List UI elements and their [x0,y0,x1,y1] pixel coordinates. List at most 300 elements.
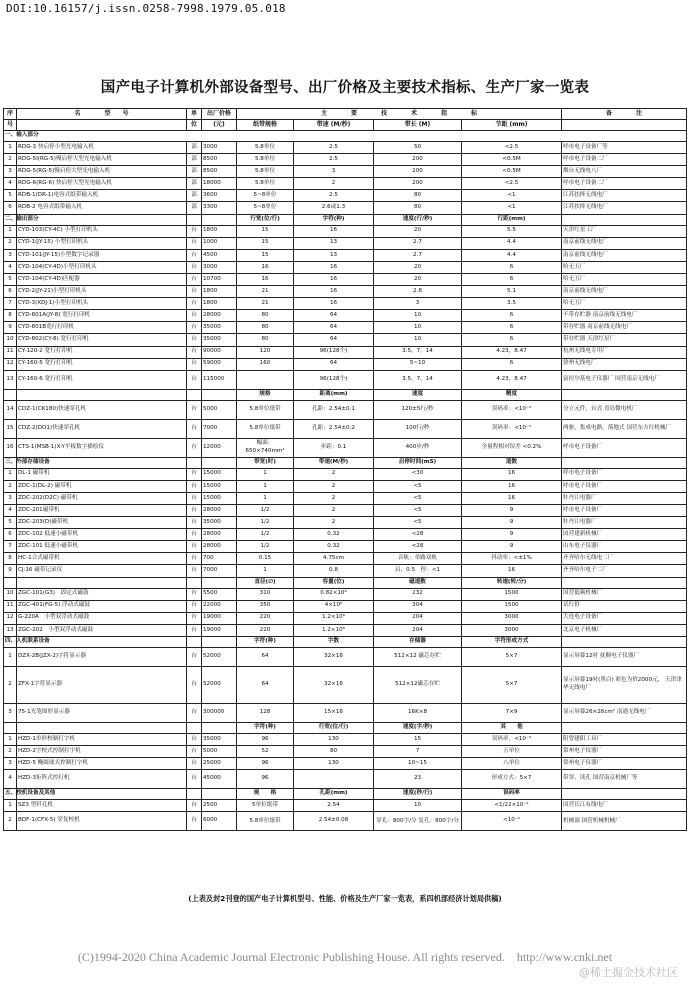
row-spec-2 [294,770,374,789]
row-spec-4: 16 [462,492,562,504]
row-spec-1: 220 [237,624,294,636]
row-seq: 6 [4,202,17,214]
row-unit: 台 [187,666,202,703]
row-unit [187,457,202,468]
row-unit: 台 [187,812,202,831]
row-seq: 1 [4,142,17,154]
row-remarks: 牡丹江电器厂 [562,517,687,529]
row-remarks: 大连电子设备厂 [562,612,687,624]
row-spec-3: 3.5，7，14 [374,370,462,389]
row-spec-1: 120 [237,346,294,358]
subheader-row [4,577,687,588]
row-spec-1: 52 [237,746,294,758]
row-price: 15000 [202,468,237,480]
row-price: 19000 [202,612,237,624]
row-spec-2: 130 [294,733,374,745]
row-unit: 台 [187,624,202,636]
table-row [4,746,687,758]
row-unit: 台 [187,553,202,565]
row-seq: 12 [4,358,17,370]
row-spec-2: 2 [294,492,374,504]
row-spec-1: 80 [237,322,294,334]
row-spec-4: <1 [462,202,562,214]
row-model: CYD-801B宽行打印机 [17,322,187,334]
subheader-row [4,214,687,225]
row-spec-3: 80 [374,202,462,214]
row-spec-3: 400步/秒 [374,438,462,457]
row-price: 5000 [202,746,237,758]
row-spec-4: 9 [462,517,562,529]
row-price: 3000 [202,142,237,154]
row-remarks: 呼市电子设备厂 [562,468,687,480]
row-spec-2: 步距：0.1 [294,438,374,457]
row-price: 1000 [202,237,237,249]
table-row [4,400,687,419]
table-row [4,517,687,529]
row-seq: 4 [4,504,17,516]
row-spec-4: 转速(转/分) [462,577,562,588]
row-spec-3: 穿孔：800字/分 复孔：800字/分 [374,812,462,831]
table-row [4,225,687,237]
row-unit: 台 [187,468,202,480]
row-price: 1800 [202,225,237,237]
row-model: BDF-1(CFX-5) 穿复校机 [17,812,187,831]
row-model [17,722,187,733]
row-price: 28000 [202,310,237,322]
row-spec-4: 5.5 [462,225,562,237]
table-row [4,346,687,358]
row-remarks: 哈无五厂 [562,298,687,310]
row-spec-1: 160 [237,358,294,370]
row-seq: 三、外部存储设备 [4,457,17,468]
header-cell: (元) [202,120,237,131]
table-row [4,480,687,492]
row-spec-4: <0.5M [462,154,562,166]
row-spec-1: 1/2 [237,541,294,553]
row-unit [187,636,202,647]
row-spec-1: 310 [237,588,294,600]
row-unit: 台 [187,237,202,249]
row-remarks: 常州电子仪器厂 [562,746,687,758]
row-unit: 部 [187,202,202,214]
row-remarks: 带存贮器 南京前线无线电厂 [562,322,687,334]
row-spec-4: 7×9 [462,703,562,722]
header-cell: 纸带规格 [237,120,294,131]
row-model: 75-1光笔图形显示器 [17,703,187,722]
row-spec-3: 存储器 [374,636,462,647]
row-spec-3: 512×12 磁芯存贮 [374,647,462,666]
row-price: 28000 [202,504,237,516]
row-spec-1: 128 [237,703,294,722]
row-spec-2: 130 [294,758,374,770]
row-seq: 13 [4,624,17,636]
table-row [4,529,687,541]
row-spec-2: 2 [294,480,374,492]
row-seq: 2 [4,154,17,166]
row-spec-1: 直径(∅) [237,577,294,588]
row-spec-3: 232 [374,588,462,600]
row-spec-2: 距离(mm) [294,389,374,400]
row-spec-1: 21 [237,286,294,298]
row-model: CTS-1(MSB-1)X-Y平板数字描绘仪 [17,438,187,457]
row-seq: 1 [4,225,17,237]
page-title: 国产电子计算机外部设备型号、出厂价格及主要技术指标、生产厂家一览表 [100,80,590,96]
row-seq: 2 [4,812,17,831]
table-row [4,553,687,565]
section-label: 一、输入部分 [4,131,687,142]
row-spec-3: 启停时间(mS) [374,457,462,468]
footnote: (上表及封2刊登的国产电子计算机型号、性能、价格及生产厂家一览表，系四机部经济计划局供稿) [188,894,502,903]
row-spec-2: 2.54 [294,800,374,812]
header-cell [562,120,687,131]
row-seq: 5 [4,273,17,285]
row-model: RDB-2 电容式纸带输入机 [17,202,187,214]
table-row [4,261,687,273]
row-spec-2: 行宽(位/行) [294,722,374,733]
row-spec-2: 96(128个) [294,370,374,389]
row-unit: 台 [187,400,202,419]
row-spec-2: 2.6或1.3 [294,202,374,214]
row-remarks: 齐齐哈尔电子二厂 [562,565,687,577]
row-remarks: 呼市电子设备厂 [562,480,687,492]
header-seq: 序 [4,109,17,120]
row-unit: 台 [187,322,202,334]
row-spec-4: 五单位 [462,746,562,758]
row-price: 59000 [202,358,237,370]
row-spec-2: 0.32 [294,529,374,541]
row-spec-2: 2 [294,178,374,190]
row-spec-3: 2.7 [374,249,462,261]
row-unit: 台 [187,770,202,789]
row-spec-4: <2.5 [462,142,562,154]
row-spec-2: 4.75cm [294,553,374,565]
row-unit [187,214,202,225]
row-price: 22000 [202,600,237,612]
row-seq: 15 [4,419,17,438]
row-price: 15000 [202,492,237,504]
row-unit: 部 [187,142,202,154]
row-unit: 台 [187,438,202,457]
row-spec-4: 6 [462,310,562,322]
row-spec-1: 15 [237,249,294,261]
row-seq: 2 [4,480,17,492]
row-spec-3: 3 [374,298,462,310]
row-unit: 台 [187,358,202,370]
table-row [4,770,687,789]
row-spec-1: 5单位纸带 [237,800,294,812]
subheader-row [4,722,687,733]
row-spec-2: 孔距：2.54±0.1 [294,400,374,419]
header-cell: 带速 (M/秒) [294,120,374,131]
row-remarks [562,789,687,800]
row-price: 12000 [202,438,237,457]
row-spec-2: 1.2×10⁶ [294,612,374,624]
row-spec-1: 15 [237,225,294,237]
row-seq: 4 [4,770,17,789]
table-header-row-2 [4,120,687,131]
row-spec-2: 容量(位) [294,577,374,588]
row-spec-4: 抖动率：<±1% [462,553,562,565]
row-model: ZDC-102 低速小磁带机 [17,529,187,541]
row-seq [4,389,17,400]
row-spec-2: 64 [294,334,374,346]
row-unit: 台 [187,492,202,504]
row-unit: 台 [187,746,202,758]
row-price: 7000 [202,419,237,438]
row-model: RDB-1(DR-1)电容式纸带输入机 [17,190,187,202]
row-spec-3: <28 [374,541,462,553]
row-price: 15000 [202,480,237,492]
row-model: CY-120-2 宽行打印机 [17,346,187,358]
row-remarks: 显示屏幕19吋(黑白) 彩色为价2000元， 天津津华无线电厂 [562,666,687,703]
row-price: 52000 [202,666,237,703]
row-spec-3: 磁道数 [374,577,462,588]
row-model: ZDC-202(D2C) 磁带机 [17,492,187,504]
row-price: 8500 [202,154,237,166]
row-remarks: 呼市电子设备二厂 [562,154,687,166]
row-spec-2: 32×16 [294,647,374,666]
row-unit: 台 [187,588,202,600]
table-row [4,190,687,202]
row-remarks: 阳曾建阳工具厂 [562,733,687,745]
row-model: SZ3 型纤孔机 [17,800,187,812]
row-seq: 12 [4,612,17,624]
row-model: CYD-104(CY-4D)小型打印机头 [17,261,187,273]
row-spec-4: 误码率 [462,789,562,800]
row-spec-1: 220 [237,612,294,624]
table-row [4,541,687,553]
table-row [4,733,687,745]
row-unit: 台 [187,529,202,541]
row-model: ZDC-101 低速小磁带机 [17,541,187,553]
row-seq: 8 [4,310,17,322]
row-price: 4500 [202,249,237,261]
row-remarks: 北京电子机械厂 [562,624,687,636]
row-spec-1: 96 [237,733,294,745]
row-price: 300000 [202,703,237,722]
row-unit [187,722,202,733]
row-spec-1: 带宽(时) [237,457,294,468]
row-remarks: 国营建新机械厂 [562,529,687,541]
row-unit: 台 [187,480,202,492]
table-row [4,492,687,504]
row-spec-1: 5.8单位 [237,166,294,178]
row-spec-4: 4.23，8.47 [462,346,562,358]
row-remarks: 带穿、读孔 国营南京机械厂等 [562,770,687,789]
row-spec-4: 其 他 [462,722,562,733]
row-spec-3: 200 [374,166,462,178]
row-spec-4: 6 [462,261,562,273]
row-spec-3: 音轨：单路双轨 [374,553,462,565]
table-row [4,142,687,154]
row-price [202,577,237,588]
row-remarks: 呼市电子设备厂 [562,504,687,516]
equipment-table [3,108,687,831]
row-spec-1: 21 [237,298,294,310]
row-spec-4: 6 [462,322,562,334]
row-spec-3: <5 [374,480,462,492]
row-price: 35000 [202,334,237,346]
row-spec-4: 1500 [462,600,562,612]
row-remarks: 呼市电子设备厂 [562,438,687,457]
row-remarks: 显示屏幕26×26cm² 南通无线电厂 [562,703,687,722]
row-unit: 台 [187,370,202,389]
row-seq: 1 [4,647,17,666]
row-unit: 台 [187,541,202,553]
row-model: ZGC-101(G3) 固定式磁鼓 [17,588,187,600]
row-unit: 台 [187,225,202,237]
row-seq [4,722,17,733]
row-seq: 13 [4,370,17,389]
row-remarks: 两驱，集成电路，落地式 国营东方红机械厂 [562,419,687,438]
row-model: G-220A 小型双浮动式磁鼓 [17,612,187,624]
row-seq: 9 [4,565,17,577]
row-spec-1: 350 [237,600,294,612]
row-spec-4: 字符形成方式 [462,636,562,647]
row-spec-1: 5~8单位 [237,202,294,214]
row-spec-1: 行宽(位/行) [237,214,294,225]
table-row [4,322,687,334]
row-spec-1: 1/2 [237,529,294,541]
row-seq: 16 [4,438,17,457]
row-spec-1: 96 [237,758,294,770]
subheader-row [4,389,687,400]
row-remarks: 江苏扶摔无线电厂 [562,202,687,214]
row-price: 90000 [202,346,237,358]
row-remarks: 机械部 国营机械机械厂 [562,812,687,831]
row-remarks [562,636,687,647]
row-model: HC-1合式磁带机 [17,553,187,565]
row-price: 28000 [202,541,237,553]
row-remarks: 南京前线无线电厂 [562,286,687,298]
table-row [4,612,687,624]
table-row [4,438,687,457]
row-spec-2: 16 [294,225,374,237]
row-unit: 台 [187,298,202,310]
row-spec-3: 204 [374,624,462,636]
table-row [4,178,687,190]
row-seq [4,577,17,588]
row-spec-4: 精度 [462,389,562,400]
row-seq: 3 [4,492,17,504]
row-unit: 台 [187,310,202,322]
row-model: ZDC-201磁带机 [17,504,187,516]
row-spec-1: 字符(种) [237,636,294,647]
row-spec-3: 304 [374,600,462,612]
row-price [202,722,237,733]
table-row [4,666,687,703]
row-price [202,789,237,800]
row-unit: 台 [187,261,202,273]
row-spec-3: 速度(秒/行) [374,789,462,800]
row-spec-1: 规 格 [237,789,294,800]
row-seq: 3 [4,703,17,722]
row-spec-4: <1 [462,190,562,202]
row-spec-4: 3.5 [462,298,562,310]
row-remarks: 不带存贮器 南京前线无线电厂 [562,310,687,322]
table-row [4,202,687,214]
row-spec-3: 10 [374,310,462,322]
row-spec-2: 2.5 [294,190,374,202]
row-spec-2: 2 [294,504,374,516]
row-remarks: 富拉尔基电子仪器厂 国营南京无线电厂 [562,370,687,389]
row-spec-4: 误码率：<10⁻⁵ [462,400,562,419]
row-remarks: 显示屏幕12吋 抚顺电子仪器厂 [562,647,687,666]
row-model: ZGC-401(FG-5) 浮动式磁鼓 [17,600,187,612]
row-spec-2: 96(128个) [294,346,374,358]
row-remarks [562,457,687,468]
row-price: 7000 [202,565,237,577]
row-unit: 台 [187,504,202,516]
row-spec-3: 速度 [374,389,462,400]
row-price: 28000 [202,529,237,541]
row-seq: 2 [4,746,17,758]
table-row [4,812,687,831]
row-remarks: 呼市电子设备厂等 [562,142,687,154]
row-spec-4: <1/22×10⁻² [462,800,562,812]
row-price: 18000 [202,178,237,190]
row-spec-1: 15 [237,237,294,249]
row-spec-4: 3000 [462,612,562,624]
row-spec-2: 3 [294,166,374,178]
row-model: ZGC-202 小型双浮动式磁鼓 [17,624,187,636]
row-spec-1 [237,370,294,389]
row-unit: 台 [187,703,202,722]
row-spec-3: <28 [374,529,462,541]
row-spec-1: 1/2 [237,517,294,529]
row-spec-4: 误码率，<10⁻⁵ [462,733,562,745]
row-spec-2: 13 [294,237,374,249]
row-spec-4: 16 [462,565,562,577]
row-spec-4: 行距(mm) [462,214,562,225]
row-spec-2: 2 [294,468,374,480]
row-model: CYD-2(JY-21)小型打印机头 [17,286,187,298]
row-spec-1: 80 [237,334,294,346]
row-spec-2: 80 [294,746,374,758]
row-spec-3: 50 [374,142,462,154]
row-spec-3: 15 [374,733,462,745]
row-price: 1800 [202,286,237,298]
row-model: CYD-104(CY-4D)匹配器 [17,273,187,285]
row-spec-3: 16K×8 [374,703,462,722]
row-remarks [562,214,687,225]
table-row [4,703,687,722]
row-spec-4: 全量程相对误差 <0.2% [462,438,562,457]
row-unit: 台 [187,249,202,261]
row-spec-1: 5.8单位 [237,142,294,154]
row-spec-2: 字数 [294,636,374,647]
table-row [4,273,687,285]
table-row [4,419,687,438]
header-cell: 位 [187,120,202,131]
row-remarks: 分立元件，台式 青岛微电机厂 [562,400,687,419]
row-unit: 台 [187,565,202,577]
table-body [4,109,687,831]
row-unit: 台 [187,758,202,770]
row-price: 3600 [202,190,237,202]
row-spec-2: 15×16 [294,703,374,722]
row-seq: 6 [4,286,17,298]
row-spec-2: 字符(种) [294,214,374,225]
header-specs: 主 要 技 术 指 标 [237,109,562,120]
row-model [17,389,187,400]
row-remarks: 带存贮器 天津红星厂 [562,334,687,346]
row-model: HZD-2字校式控制打字机 [17,746,187,758]
row-spec-3: 10 [374,322,462,334]
row-spec-4: 6 [462,273,562,285]
row-price: 10700 [202,273,237,285]
row-unit: 台 [187,419,202,438]
